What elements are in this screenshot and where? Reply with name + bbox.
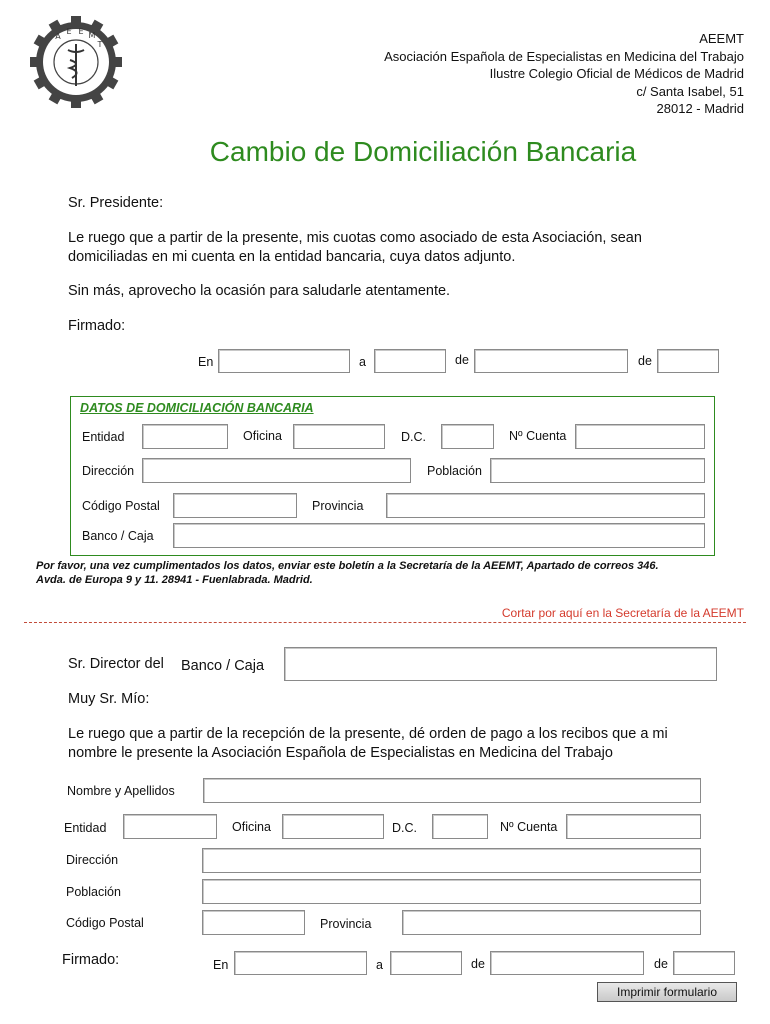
nombre-label: Nombre y Apellidos [67, 784, 175, 798]
nombre-input[interactable] [203, 778, 701, 803]
svg-text:E: E [66, 27, 72, 36]
poblacion-input-2[interactable] [202, 879, 701, 904]
date-de-label-4: de [654, 957, 668, 971]
cp-input[interactable] [173, 493, 297, 518]
year-input[interactable] [657, 349, 719, 373]
paragraph-3 [68, 725, 668, 763]
salutation: Sr. Presidente: [68, 195, 164, 211]
cuenta-label: Nº Cuenta [509, 429, 567, 443]
dc-input-2[interactable] [432, 814, 488, 839]
svg-text:M: M [88, 31, 96, 40]
poblacion-label-2: Población [66, 885, 121, 899]
provincia-input[interactable] [386, 493, 705, 518]
provincia-label: Provincia [312, 499, 364, 513]
poblacion-input[interactable] [490, 458, 705, 483]
dc-input[interactable] [441, 424, 494, 449]
day-input-2[interactable] [390, 951, 462, 975]
banco-input[interactable] [173, 523, 705, 548]
date-a-label: a [359, 355, 366, 369]
place-input[interactable] [218, 349, 350, 373]
svg-text:T: T [97, 40, 103, 49]
provincia-label-2: Provincia [320, 917, 372, 931]
print-form-button[interactable]: Imprimir formulario [597, 982, 737, 1002]
paragraph-1-line-2: domiciliadas en mi cuenta en la entidad bancaria, cuya datos adjunto. [68, 249, 516, 265]
cuenta-input-2[interactable] [566, 814, 701, 839]
oficina-label: Oficina [243, 429, 282, 443]
direccion-label: Dirección [82, 464, 135, 478]
paragraph-3-line-2: nombre le presente la Asociación Española de Especialistas en Medicina del Trabajo [68, 745, 613, 761]
paragraph-3-line-1: Le ruego que a partir de la recepción de la presente, dé orden de pago a los recibos que a mi [68, 726, 668, 742]
cut-here-text: Cortar por aquí en la Secretaría de la AEEMT [501, 606, 744, 620]
date-en-label: En [198, 355, 214, 369]
year-input-2[interactable] [673, 951, 735, 975]
to-director-label: Sr. Director del [68, 656, 164, 672]
direccion-input-2[interactable] [202, 848, 701, 873]
entidad-label-2: Entidad [64, 821, 107, 835]
aeemt-logo [28, 14, 124, 110]
svg-text:A: A [55, 32, 61, 41]
cut-line [24, 622, 746, 623]
cuenta-input[interactable] [575, 424, 705, 449]
entidad-label: Entidad [82, 430, 125, 444]
svg-text:E: E [78, 27, 84, 36]
org-short: AEEMT [699, 31, 744, 46]
direccion-input[interactable] [142, 458, 411, 483]
oficina-input-2[interactable] [282, 814, 384, 839]
mailing-note-line-2: Avda. de Europa 9 y 11. 28941 - Fuenlabrada. Madrid. [36, 574, 313, 586]
host-org: Ilustre Colegio Oficial de Médicos de Madrid [489, 66, 744, 81]
date-de-label-2: de [638, 354, 652, 368]
banco-caja-label: Banco / Caja [181, 658, 265, 674]
cp-input-2[interactable] [202, 910, 305, 935]
month-input[interactable] [474, 349, 628, 373]
signed-label: Firmado: [68, 318, 126, 334]
director-bank-input[interactable] [284, 647, 717, 681]
banco-label: Banco / Caja [82, 529, 154, 543]
mailing-note-line-1: Por favor, una vez cumplimentados los datos, enviar este boletín a la Secretaría de la AEEMT, Apartado de correos 346. [36, 560, 659, 572]
cp-label-2: Código Postal [66, 916, 144, 930]
city: 28012 - Madrid [656, 101, 744, 116]
entidad-input[interactable] [142, 424, 228, 449]
oficina-input[interactable] [293, 424, 385, 449]
place-input-2[interactable] [234, 951, 367, 975]
date-de-label-3: de [471, 957, 485, 971]
paragraph-1-line-1: Le ruego que a partir de la presente, mis cuotas como asociado de esta Asociación, sean [68, 230, 642, 246]
signed-label-2: Firmado: [62, 952, 120, 968]
paragraph-1 [68, 229, 642, 267]
mailing-note [36, 559, 659, 587]
cuenta-label-2: Nº Cuenta [500, 820, 558, 834]
salutation-2: Muy Sr. Mío: [68, 691, 150, 707]
street: c/ Santa Isabel, 51 [636, 83, 744, 99]
date-en-label-2: En [213, 958, 229, 972]
entidad-input-2[interactable] [123, 814, 217, 839]
header-address [384, 30, 744, 118]
direccion-label-2: Dirección [66, 853, 119, 867]
provincia-input-2[interactable] [402, 910, 701, 935]
dc-label-2: D.C. [392, 821, 417, 835]
day-input[interactable] [374, 349, 446, 373]
paragraph-2: Sin más, aprovecho la ocasión para saludarle atentamente. [68, 283, 451, 299]
poblacion-label: Población [427, 464, 482, 478]
oficina-label-2: Oficina [232, 820, 271, 834]
bank-box-title: DATOS DE DOMICILIACIÓN BANCARIA [80, 401, 314, 415]
page-title: Cambio de Domiciliación Bancaria [209, 136, 637, 167]
org-name: Asociación Española de Especialistas en Medicina del Trabajo [384, 48, 744, 64]
cp-label: Código Postal [82, 499, 160, 513]
month-input-2[interactable] [490, 951, 644, 975]
date-a-label-2: a [376, 958, 383, 972]
date-de-label-1: de [455, 353, 469, 367]
dc-label: D.C. [401, 430, 426, 444]
